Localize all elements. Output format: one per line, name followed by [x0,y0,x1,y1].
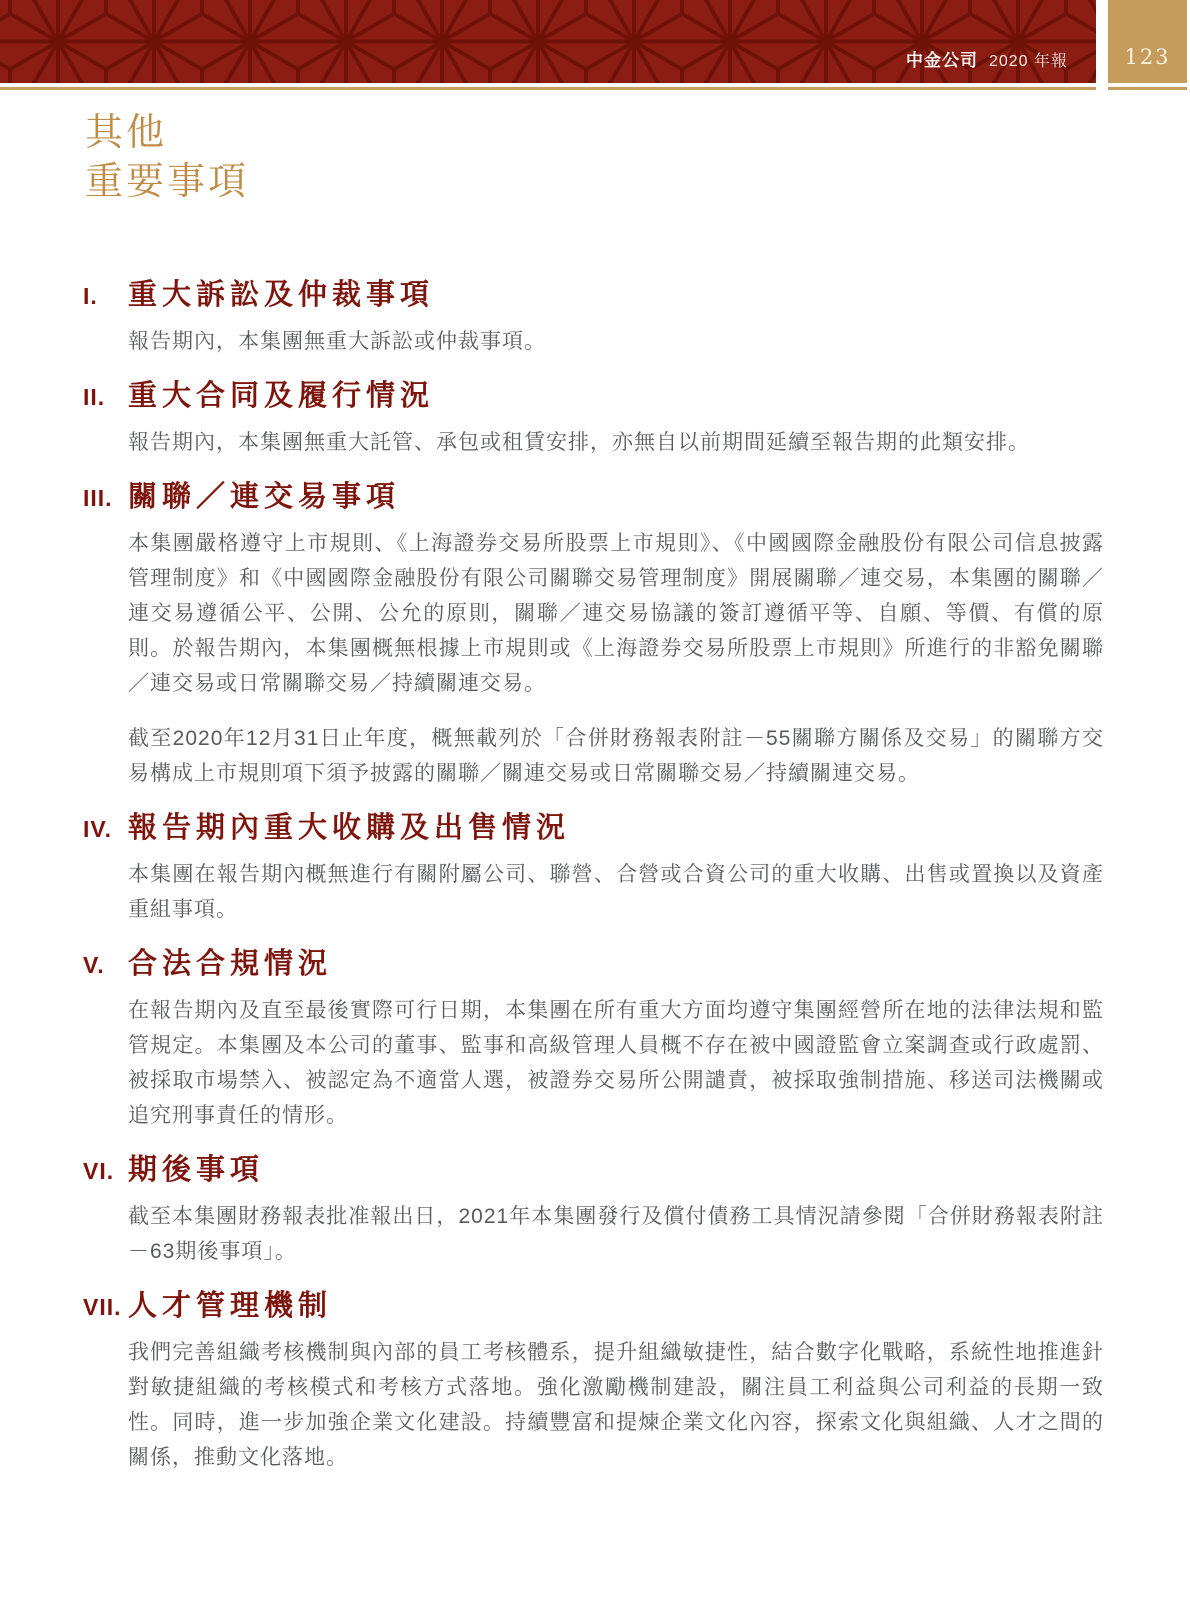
section-related-transactions [83,480,1104,791]
page-title-line2: 重要事項 [85,159,250,203]
section-paragraph: 截至本集團財務報表批准報出日，2021年本集團發行及償付債務工具情況請參閱「合併財務報表附註－63期後事項」。 [128,1205,1104,1263]
page-content [0,90,1190,1475]
section-acquisitions-disposals [83,811,1104,927]
section-heading: 報告期內重大收購及出售情況 [128,812,571,844]
section-heading: 人才管理機制 [128,1290,333,1322]
section-heading-row [83,480,1104,514]
report-edition: 2020 年報 [988,53,1068,70]
page-title [85,108,1104,206]
header-gap [1096,0,1108,90]
section-body [128,857,1104,927]
section-body [128,1335,1104,1475]
section-number: II. [83,384,106,410]
section-number: V. [83,952,105,978]
section-body [128,324,1104,359]
section-number: IV. [83,816,113,842]
header-band-title [906,46,1068,71]
section-heading-row [83,947,1104,981]
section-paragraph: 報告期內，本集團無重大託管、承包或租賃安排，亦無自以前期間延續至報告期的此類安排。 [128,431,1030,454]
page-title-line1: 其他 [85,110,168,154]
section-heading: 合法合規情況 [128,948,333,980]
section-number: III. [83,485,113,511]
section-heading-row [83,379,1104,413]
section-heading-row [83,1289,1104,1323]
section-paragraph: 我們完善組織考核機制與內部的員工考核體系，提升組織敏捷性，結合數字化戰略，系統性地推進針對敏捷組織的考核模式和考核方式落地。強化激勵機制建設，關注員工利益與公司利益的長期一致性。同時，進一步加強企業文化建設。持續豐富和提煉企業文化內容，探索文化與組織、人才之間的關係，推動文化落地。 [128,1341,1104,1469]
section-material-contracts [83,379,1104,460]
section-paragraph: 截至2020年12月31日止年度，概無載列於「合併財務報表附註－55關聯方關係及交易」的關聯方交易構成上市規則項下須予披露的關聯／關連交易或日常關聯交易／持續關連交易。 [128,727,1104,785]
section-heading: 關聯／連交易事項 [128,481,401,513]
section-body [128,425,1104,460]
section-heading-row [83,278,1104,312]
section-heading-row [83,1153,1104,1187]
header-band [0,0,1096,83]
section-number: I. [83,283,98,309]
header-band-column [0,0,1096,90]
section-number: VI. [83,1158,115,1184]
section-subsequent-events [83,1153,1104,1269]
company-name: 中金公司 [905,51,978,70]
section-compliance [83,947,1104,1133]
section-number: VII. [83,1294,122,1320]
section-paragraph: 本集團嚴格遵守上市規則、《上海證券交易所股票上市規則》、《中國國際金融股份有限公司信息披露管理制度》和《中國國際金融股份有限公司關聯交易管理制度》開展關聯／連交易，本集團的關聯／連交易遵循公平、公開、公允的原則，關聯／連交易協議的簽訂遵循平等、自願、等價、有償的原則。於報告期內，本集團概無根據上市規則或《上海證券交易所股票上市規則》所進行的非豁免關聯／連交易或日常關聯交易／持續關連交易。 [128,532,1104,695]
page-number-column [1108,0,1187,90]
section-body [128,526,1104,791]
section-heading-row [83,811,1104,845]
section-body [128,993,1104,1133]
masthead [0,0,1190,90]
section-heading: 重大合同及履行情況 [128,380,435,412]
section-heading: 重大訴訟及仲裁事項 [128,279,435,311]
section-paragraph: 在報告期內及直至最後實際可行日期，本集團在所有重大方面均遵守集團經營所在地的法律法規和監管規定。本集團及本公司的董事、監事和高級管理人員概不存在被中國證監會立案調查或行政處罰、被採取市場禁入、被認定為不適當人選，被證券交易所公開譴責，被採取強制措施、移送司法機關或追究刑事責任的情形。 [128,999,1104,1127]
page-number-box [1108,0,1187,83]
section-paragraph: 本集團在報告期內概無進行有關附屬公司、聯營、合營或合資公司的重大收購、出售或置換以及資產重組事項。 [128,863,1104,921]
section-body [128,1199,1104,1269]
section-paragraph: 報告期內，本集團無重大訴訟或仲裁事項。 [128,330,546,353]
section-talent-management [83,1289,1104,1475]
page-number: 123 [1124,45,1171,69]
section-litigation [83,278,1104,359]
gold-rule-left [0,87,1096,90]
section-heading: 期後事項 [128,1154,265,1186]
gold-rule-right [1108,87,1187,90]
